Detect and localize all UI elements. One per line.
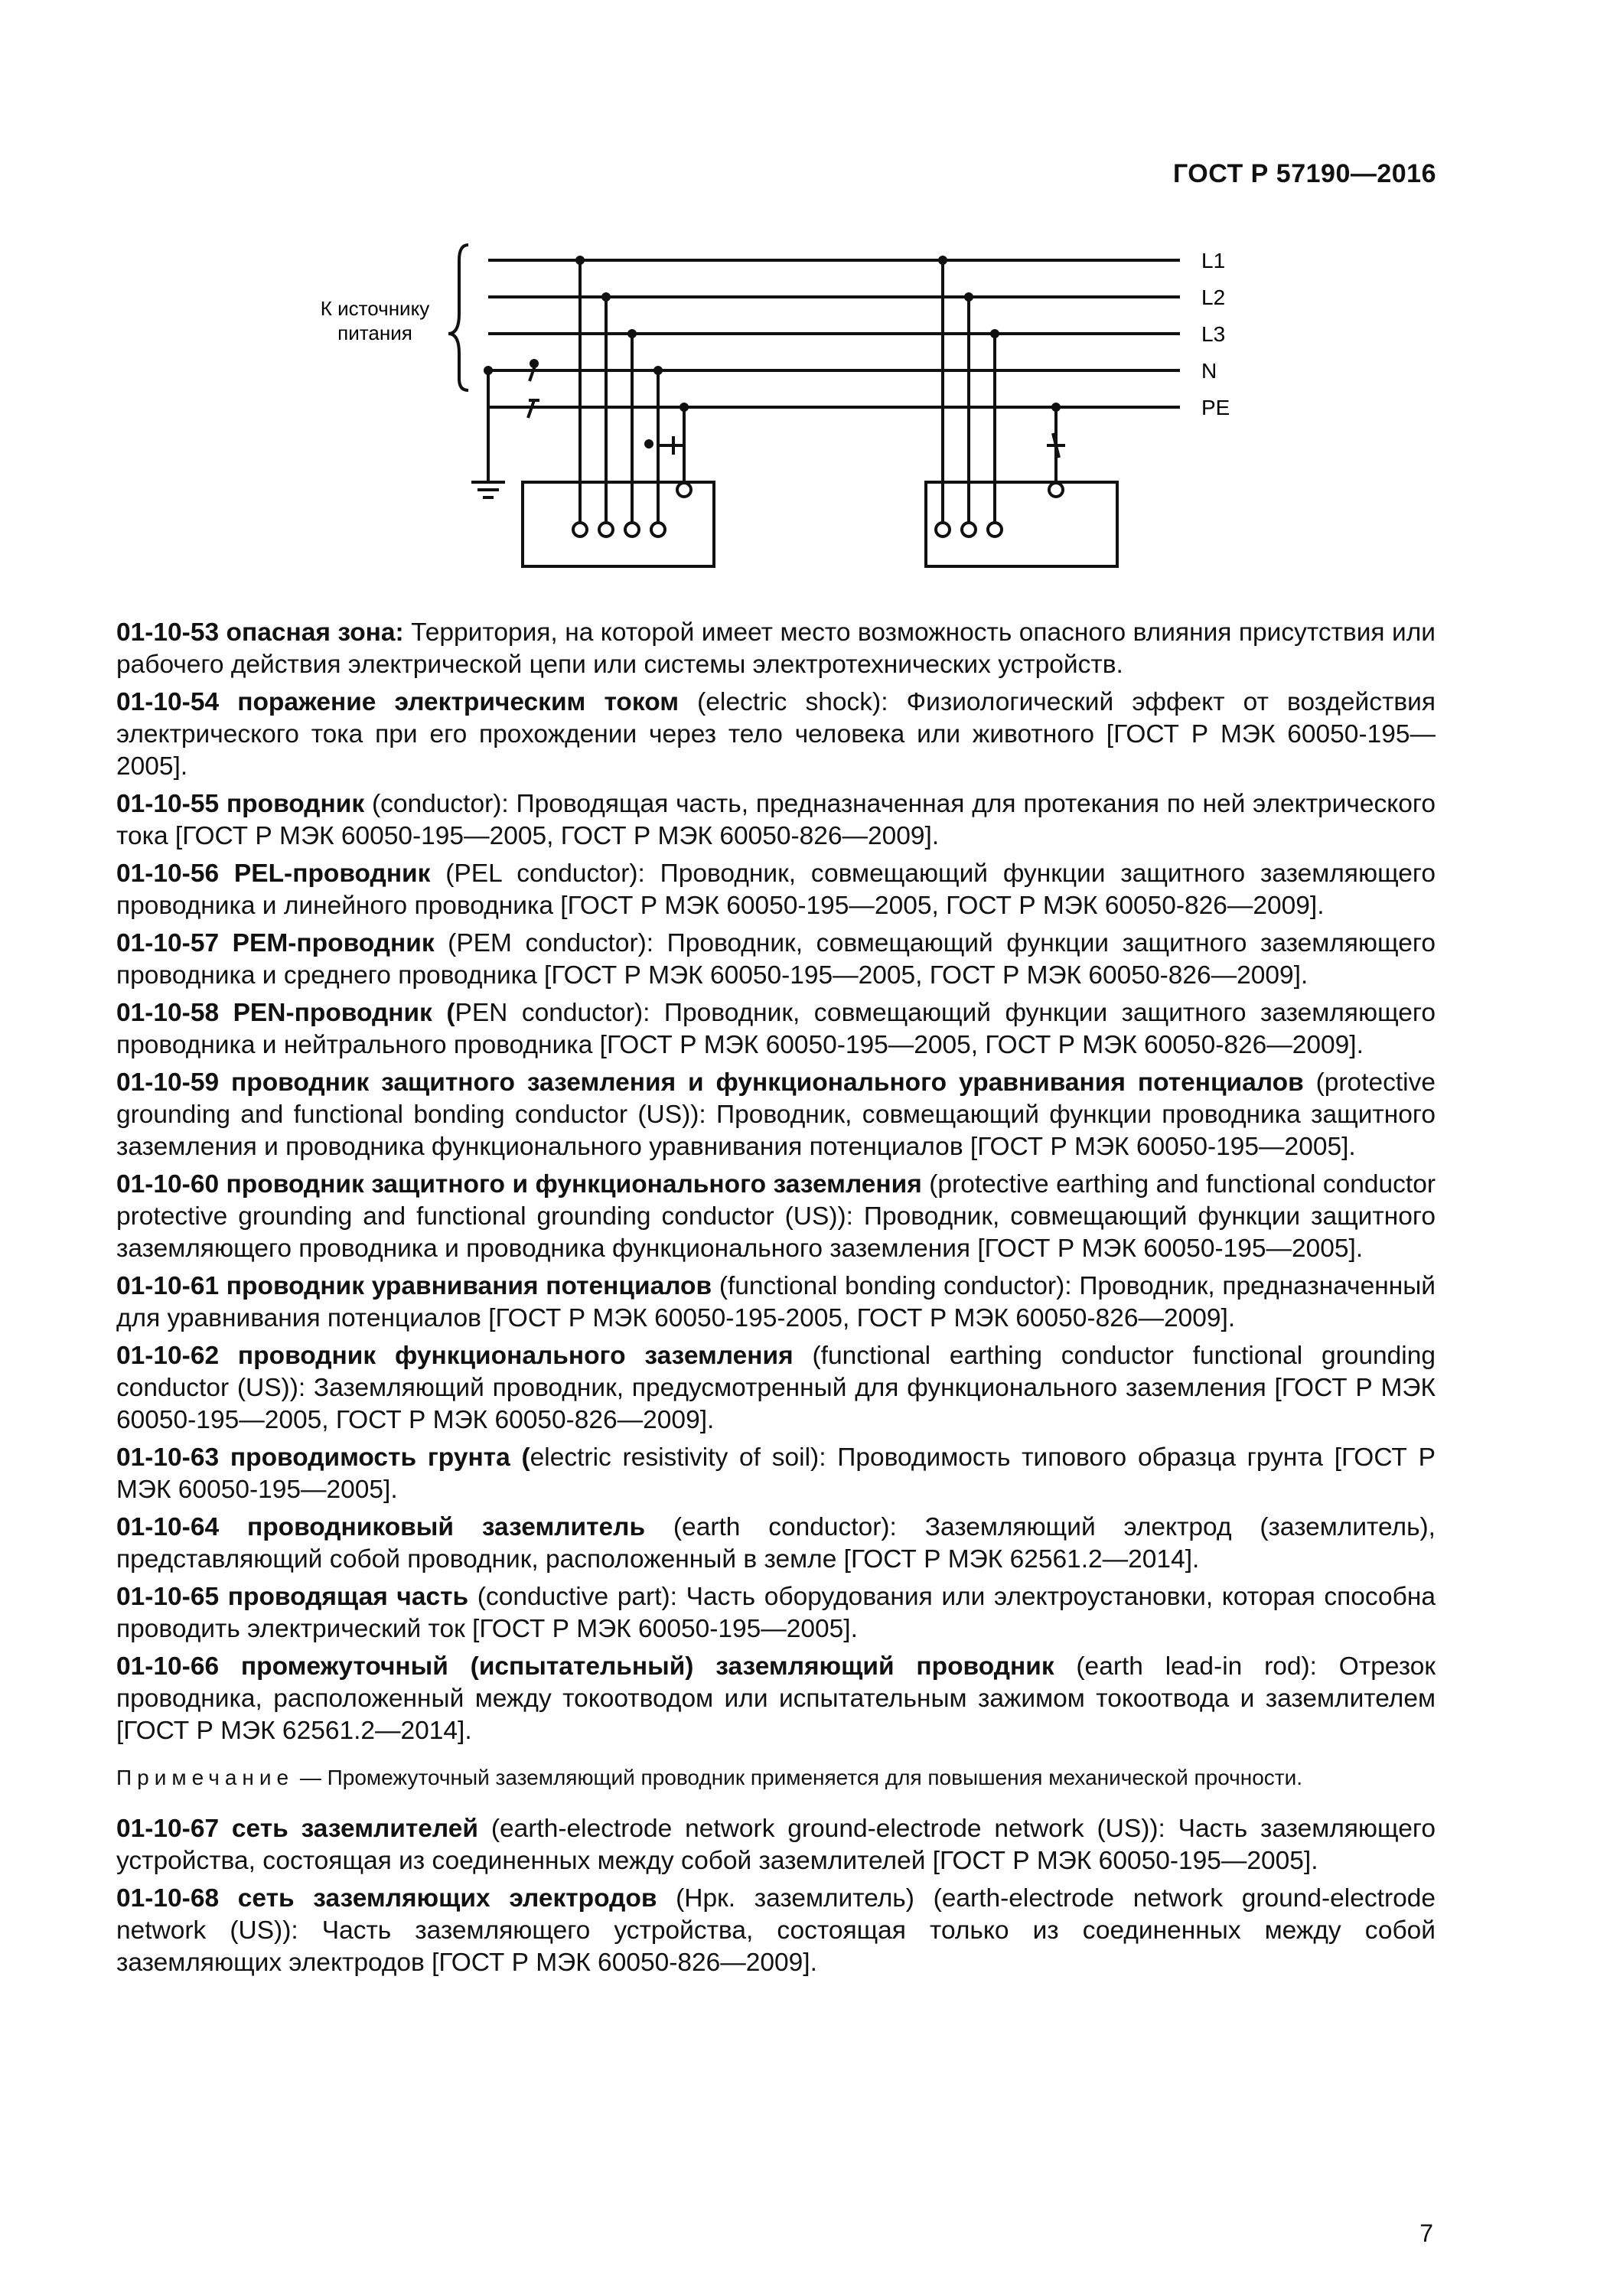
- entry-body: (PEM conductor): Проводник, совмещающий функции защитного заземляющего проводника и среднего проводника [ГОСТ Р МЭК 60050-195—2005, ГОСТ Р МЭК 60050-826—2009].: [116, 929, 1436, 990]
- entry-term: 01-10-58 PEN-проводник (: [116, 999, 455, 1027]
- entry-body: (protective grounding and functional bonding conductor (US)): Проводник, совмещающий функции проводника защитного заземления и проводника функционального уравнивания потенциалов [ГОСТ Р МЭК 60050-195—2005].: [116, 1068, 1436, 1161]
- note-label: Примечание: [116, 1766, 295, 1789]
- entry-01-10-63: [116, 1442, 1436, 1506]
- entry-term: 01-10-53 опасная зона:: [116, 618, 404, 647]
- entry-term: 01-10-55 проводник: [116, 790, 365, 818]
- entry-01-10-62: [116, 1340, 1436, 1437]
- label-l3: L3: [1201, 322, 1226, 346]
- entry-term: 01-10-68 сеть заземляющих электродов: [116, 1884, 657, 1913]
- label-pe: PE: [1201, 396, 1230, 419]
- entry-01-10-64: [116, 1512, 1436, 1576]
- entry-term: 01-10-64 проводниковый заземлитель: [116, 1513, 646, 1541]
- entry-term: 01-10-59 проводник защитного заземления и функционального уравнивания потенциалов: [116, 1068, 1304, 1097]
- entry-body: (Нрк. заземлитель) (earth-electrode network ground-electrode network (US)): Часть заземляющего устройства, состоящая только из соединенных между собой заземляющих электродов [ГОСТ Р МЭК 60050-826—2009].: [116, 1884, 1436, 1977]
- entry-term: 01-10-60 проводник защитного и функционального заземления: [116, 1170, 922, 1199]
- load-box-right: [926, 482, 1117, 566]
- tn-system-diagram: [291, 230, 1286, 589]
- label-n: N: [1201, 359, 1217, 383]
- source-label-line2: питания: [337, 321, 412, 344]
- source-brace: [448, 245, 468, 390]
- note-text: — Промежуточный заземляющий проводник применяется для повышения механической прочности.: [294, 1766, 1303, 1789]
- entry-term: 01-10-66 промежуточный (испытательный) заземляющий проводник: [116, 1652, 1054, 1681]
- document-header: ГОСТ Р 57190—2016: [1172, 159, 1436, 188]
- entry-01-10-57: [116, 928, 1436, 992]
- page-number: 7: [1419, 2219, 1433, 2247]
- entry-body: (earth lead-in rod): Отрезок проводника, расположенный между токоотводом или испытательным зажимом токоотвода и заземлителем [ГОСТ Р МЭК 62561.2—2014].: [116, 1652, 1436, 1745]
- entry-01-10-55: [116, 788, 1436, 853]
- entry-body: (earth-electrode network ground-electrode network (US)): Часть заземляющего устройства, состоящая из соединенных между собой заземлителей [ГОСТ Р МЭК 60050-195—2005].: [116, 1815, 1436, 1875]
- label-l2: L2: [1201, 285, 1226, 309]
- entry-body: Территория, на которой имеет место возможность опасного влияния присутствия или рабочего действия электрической цепи или системы электротехнических устройств.: [116, 618, 1436, 679]
- entry-body: electric resistivity of soil): Проводимость типового образца грунта [ГОСТ Р МЭК 60050-195—2005].: [116, 1443, 1436, 1504]
- entry-01-10-58: [116, 997, 1436, 1062]
- entry-01-10-68: [116, 1883, 1436, 1979]
- entry-term: 01-10-65 проводящая часть: [116, 1583, 469, 1611]
- entry-term: 01-10-56 PEL-проводник: [116, 859, 431, 888]
- source-label-line1: К источнику: [320, 297, 430, 320]
- entry-term: 01-10-57 PEM-проводник: [116, 929, 435, 957]
- entry-term: 01-10-63 проводимость грунта (: [116, 1443, 530, 1472]
- glossary-entries: [116, 617, 1436, 1985]
- entry-body: (functional bonding conductor): Проводник, предназначенный для уравнивания потенциалов [ГОСТ Р МЭК 60050-195-2005, ГОСТ Р МЭК 60050-826—2009].: [116, 1272, 1436, 1332]
- label-l1: L1: [1201, 249, 1226, 272]
- note: [116, 1763, 1436, 1793]
- entry-term: 01-10-61 проводник уравнивания потенциалов: [116, 1272, 712, 1300]
- entry-body: (conductive part): Часть оборудования или электроустановки, которая способна проводить электрический ток [ГОСТ Р МЭК 60050-195—2005].: [116, 1583, 1436, 1643]
- entry-01-10-65: [116, 1581, 1436, 1645]
- entry-body: (electric shock): Физиологический эффект от воздействия электрического тока при его прохождении через тело человека или животного [ГОСТ Р МЭК 60050-195—2005].: [116, 688, 1436, 781]
- entry-body: PEN conductor): Проводник, совмещающий функции защитного заземляющего проводника и нейтрального проводника [ГОСТ Р МЭК 60050-195—2005, ГОСТ Р МЭК 60050-826—2009].: [116, 999, 1436, 1059]
- entry-01-10-61: [116, 1270, 1436, 1335]
- entry-01-10-67: [116, 1813, 1436, 1877]
- entry-01-10-60: [116, 1169, 1436, 1265]
- entry-term: 01-10-54 поражение электрическим током: [116, 688, 680, 716]
- entry-01-10-59: [116, 1067, 1436, 1163]
- entry-body: (functional earthing conductor functional grounding conductor (US)): Заземляющий проводник, предусмотренный для функционального заземления [ГОСТ Р МЭК 60050-195—2005, ГОСТ Р МЭК 60050-826—2009].: [116, 1342, 1436, 1434]
- entry-01-10-66: [116, 1651, 1436, 1747]
- entry-body: (PEL conductor): Проводник, совмещающий функции защитного заземляющего проводника и линейного проводника [ГОСТ Р МЭК 60050-195—2005, ГОСТ Р МЭК 60050-826—2009].: [116, 859, 1436, 920]
- entry-01-10-54: [116, 687, 1436, 783]
- entry-body: (conductor): Проводящая часть, предназначенная для протекания по ней электрического тока [ГОСТ Р МЭК 60050-195—2005, ГОСТ Р МЭК 60050-826—2009].: [116, 790, 1436, 850]
- entry-01-10-56: [116, 858, 1436, 922]
- entry-term: 01-10-62 проводник функционального заземления: [116, 1342, 794, 1370]
- entry-body: (earth conductor): Заземляющий электрод (заземлитель), представляющий собой проводник, расположенный в земле [ГОСТ Р МЭК 62561.2—2014].: [116, 1513, 1436, 1574]
- entry-body: (protective earthing and functional conductor protective grounding and functional grounding conductor (US)): Проводник, совмещающий функции защитного заземляющего проводника и проводника функционального заземления [ГОСТ Р МЭК 60050-195—2005].: [116, 1170, 1436, 1263]
- entry-term: 01-10-67 сеть заземлителей: [116, 1815, 478, 1843]
- entry-01-10-53: [116, 617, 1436, 681]
